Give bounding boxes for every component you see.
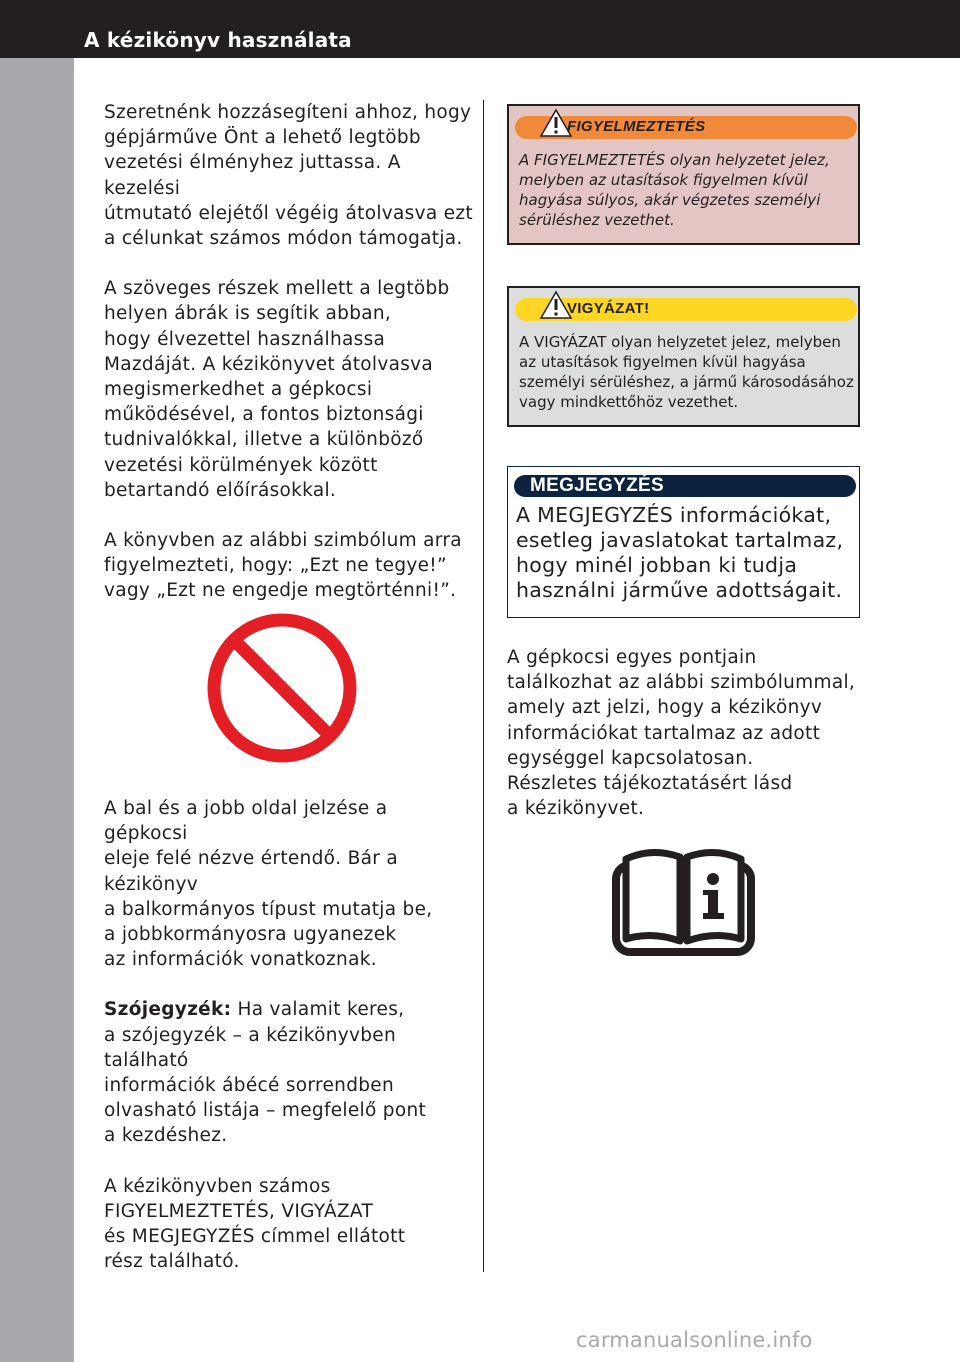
warning-box bbox=[507, 104, 860, 245]
caution-title: VIGYÁZAT! bbox=[567, 300, 650, 317]
note-box bbox=[507, 466, 860, 618]
column-divider bbox=[483, 100, 484, 1272]
warning-title: FIGYELMEZTETÉS bbox=[567, 118, 706, 135]
note-title: MEGJEGYZÉS bbox=[530, 475, 664, 496]
glossary-label: Szójegyzék: bbox=[104, 999, 232, 1021]
intro-paragraph-2: A szöveges részek mellett a legtöbb helyen ábrák is segítik abban, hogy élvezettel használhassa Mazdáját. A kézikönyvet átolvasva megismerkedhet a gépkocsi működésével, a fontos biztonsági tudnivalókkal, illetve a különböző vezetési körülmények között betartandó előírásokkal. bbox=[104, 278, 450, 501]
intro-paragraph-3: A könyvben az alábbi szimbólum arra figyelmezteti, hogy: „Ezt ne tegye!” vagy „Ezt ne engedje megtörténni!”. bbox=[104, 530, 462, 602]
note-title-bar bbox=[514, 475, 856, 497]
left-column-intro bbox=[104, 100, 474, 604]
warning-title-bar bbox=[515, 116, 857, 139]
glossary-paragraph bbox=[104, 997, 476, 1148]
prohibition-icon bbox=[206, 612, 358, 764]
watermark: carmanualsonline.info bbox=[576, 1328, 813, 1352]
right-column-text bbox=[507, 645, 867, 821]
info-symbol-paragraph: A gépkocsi egyes pontjain találkozhat az alábbi szimbólummal, amely azt jelzi, hogy a kézikönyv információkat tartalmaz az adott egységgel kapcsolatosan. Részletes tájékoztatásért lásd a kézikönyvet. bbox=[507, 647, 856, 820]
note-text: A MEGJEGYZÉS információkat, esetleg javaslatokat tartalmaz, hogy minél jobban ki tudja használni járműve adottságait. bbox=[516, 503, 844, 602]
warning-text: A FIGYELMEZTETÉS olyan helyzetet jelez, melyben az utasítások figyelmen kívül hagyása súlyos, akár végzetes személyi sérüléshez vezethet. bbox=[519, 151, 830, 229]
caution-title-bar bbox=[515, 298, 857, 321]
caution-text: A VIGYÁZAT olyan helyzetet jelez, melyben az utasítások figyelmen kívül hagyása személyi sérüléshez, a jármű károsodásához vagy mindkettőhöz vezethet. bbox=[519, 333, 854, 411]
manual-info-book-icon bbox=[612, 843, 755, 956]
closing-paragraph: A kézikönyvben számos FIGYELMEZTETÉS, VIGYÁZAT és MEGJEGYZÉS címmel ellátott rész található. bbox=[104, 1175, 406, 1273]
caution-box bbox=[507, 286, 860, 427]
glossary-text: Ha valamit keres, a szójegyzék – a kézikönyvben található információk ábécé sorrendben olvasható listája – megfelelő pont a kezdéshez. bbox=[104, 999, 427, 1147]
header-bar bbox=[0, 0, 960, 58]
intro-paragraph-1: Szeretnénk hozzásegíteni ahhoz, hogy gépjárműve Önt a lehető legtöbb vezetési élményhez juttassa. A kezelési útmutató elejétől végéig átolvasva ezt a célunkat számos módon támogatja. bbox=[104, 102, 473, 250]
left-column-main bbox=[104, 796, 476, 1274]
orientation-paragraph: A bal és a jobb oldal jelzése a gépkocsi eleje felé nézve értendő. Bár a kézikönyv a balkormányos típust mutatja be, a jobbkormányosra ugyanezek az információk vonatkoznak. bbox=[104, 798, 433, 971]
page-section-title: A kézikönyv használata bbox=[84, 28, 352, 52]
left-margin-strip bbox=[0, 58, 74, 1362]
